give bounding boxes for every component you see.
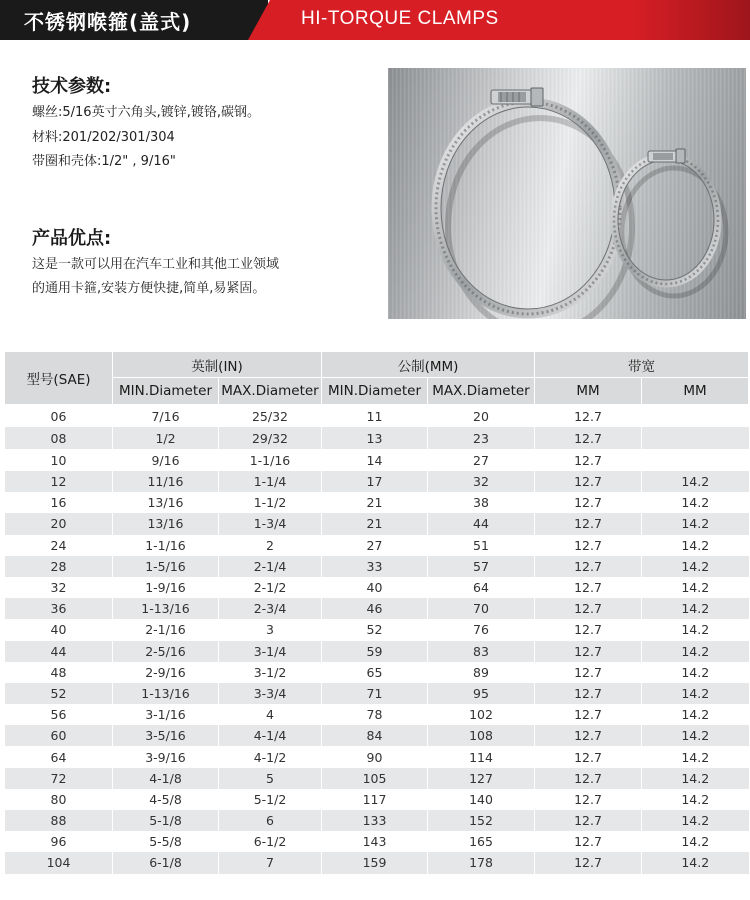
table-row (5, 405, 749, 428)
cell-band-2: 14.2 (642, 535, 749, 556)
table-row (5, 556, 749, 577)
cell-mm-max: 152 (428, 810, 535, 831)
cell-mm-max: 102 (428, 704, 535, 725)
cell-band-2: 14.2 (642, 810, 749, 831)
table-row (5, 641, 749, 662)
table-row (5, 810, 749, 831)
cell-mm-min: 105 (322, 768, 428, 789)
cell-band-1: 12.7 (535, 598, 642, 619)
cell-mm-max: 51 (428, 535, 535, 556)
product-photo (388, 68, 746, 319)
cell-mm-min: 159 (322, 852, 428, 873)
cell-band-1: 12.7 (535, 535, 642, 556)
advantages-line-1: 这是一款可以用在汽车工业和其他工业领域 (32, 257, 280, 272)
sub-header-mm-max: MAX.Diameter (428, 378, 535, 405)
large-clamp-screw-housing (491, 88, 543, 106)
cell-in-max: 2-1/2 (219, 577, 322, 598)
cell-band-1: 12.7 (535, 471, 642, 492)
cell-model: 24 (5, 535, 113, 556)
cell-band-1: 12.7 (535, 725, 642, 746)
page-title-en: HI-TORQUE CLAMPS (301, 8, 499, 29)
cell-band-2 (642, 405, 749, 428)
cell-band-1: 12.7 (535, 768, 642, 789)
cell-band-1: 12.7 (535, 704, 642, 725)
cell-band-2: 14.2 (642, 662, 749, 683)
cell-in-min: 2-5/16 (113, 641, 219, 662)
cell-band-1: 12.7 (535, 619, 642, 640)
cell-in-max: 1-1/4 (219, 471, 322, 492)
cell-mm-min: 65 (322, 662, 428, 683)
table-row (5, 683, 749, 704)
cell-band-1: 12.7 (535, 662, 642, 683)
cell-model: 08 (5, 427, 113, 449)
cell-mm-max: 89 (428, 662, 535, 683)
cell-in-min: 1/2 (113, 427, 219, 449)
cell-in-min: 4-1/8 (113, 768, 219, 789)
cell-band-2: 14.2 (642, 556, 749, 577)
table-row (5, 577, 749, 598)
table-row (5, 662, 749, 683)
cell-in-max: 2 (219, 535, 322, 556)
cell-in-min: 9/16 (113, 449, 219, 471)
cell-mm-min: 27 (322, 535, 428, 556)
cell-band-2: 14.2 (642, 852, 749, 873)
cell-model: 16 (5, 492, 113, 513)
specs-line-screw: 螺丝:5/16英寸六角头,镀锌,镀铬,碳钢。 (32, 105, 260, 120)
cell-mm-max: 178 (428, 852, 535, 873)
cell-in-max: 29/32 (219, 427, 322, 449)
cell-mm-max: 76 (428, 619, 535, 640)
cell-mm-min: 46 (322, 598, 428, 619)
cell-in-min: 3-1/16 (113, 704, 219, 725)
cell-model: 12 (5, 471, 113, 492)
cell-mm-min: 143 (322, 831, 428, 852)
cell-model: 80 (5, 789, 113, 810)
cell-mm-min: 133 (322, 810, 428, 831)
cell-band-2: 14.2 (642, 789, 749, 810)
cell-band-2: 14.2 (642, 513, 749, 534)
cell-mm-min: 84 (322, 725, 428, 746)
cell-in-min: 4-5/8 (113, 789, 219, 810)
cell-mm-min: 40 (322, 577, 428, 598)
table-row (5, 852, 749, 873)
cell-band-1: 12.7 (535, 852, 642, 873)
cell-in-min: 2-9/16 (113, 662, 219, 683)
cell-band-1: 12.7 (535, 492, 642, 513)
table-row (5, 535, 749, 556)
header-band (0, 0, 750, 40)
cell-in-min: 11/16 (113, 471, 219, 492)
table-body (5, 405, 749, 874)
cell-in-max: 4-1/4 (219, 725, 322, 746)
cell-in-min: 5-1/8 (113, 810, 219, 831)
cell-model: 104 (5, 852, 113, 873)
cell-band-1: 12.7 (535, 831, 642, 852)
cell-band-1: 12.7 (535, 427, 642, 449)
cell-mm-max: 23 (428, 427, 535, 449)
cell-band-2: 14.2 (642, 471, 749, 492)
cell-model: 72 (5, 768, 113, 789)
cell-in-max: 2-1/4 (219, 556, 322, 577)
cell-band-1: 12.7 (535, 746, 642, 767)
cell-in-max: 1-1/2 (219, 492, 322, 513)
cell-band-1: 12.7 (535, 449, 642, 471)
cell-in-min: 3-5/16 (113, 725, 219, 746)
cell-band-1: 12.7 (535, 789, 642, 810)
cell-band-2 (642, 427, 749, 449)
clamp-size-table (4, 351, 749, 874)
cell-band-2: 14.2 (642, 768, 749, 789)
cell-model: 88 (5, 810, 113, 831)
cell-band-1: 12.7 (535, 556, 642, 577)
cell-mm-max: 44 (428, 513, 535, 534)
group-header-imperial: 英制(IN) (113, 352, 322, 378)
cell-mm-max: 127 (428, 768, 535, 789)
cell-mm-max: 64 (428, 577, 535, 598)
cell-model: 10 (5, 449, 113, 471)
cell-mm-min: 78 (322, 704, 428, 725)
cell-in-min: 1-13/16 (113, 598, 219, 619)
hose-clamps-illustration (388, 68, 746, 319)
cell-band-2: 14.2 (642, 725, 749, 746)
cell-in-min: 1-9/16 (113, 577, 219, 598)
cell-model: 52 (5, 683, 113, 704)
cell-in-min: 1-5/16 (113, 556, 219, 577)
cell-mm-min: 13 (322, 427, 428, 449)
specs-heading: 技术参数: (32, 76, 112, 97)
cell-mm-max: 95 (428, 683, 535, 704)
cell-mm-min: 11 (322, 405, 428, 428)
cell-mm-max: 38 (428, 492, 535, 513)
cell-in-max: 1-3/4 (219, 513, 322, 534)
cell-mm-min: 90 (322, 746, 428, 767)
cell-mm-min: 14 (322, 449, 428, 471)
cell-band-1: 12.7 (535, 810, 642, 831)
cell-in-min: 6-1/8 (113, 852, 219, 873)
cell-in-max: 4 (219, 704, 322, 725)
cell-band-2: 14.2 (642, 577, 749, 598)
cell-mm-min: 59 (322, 641, 428, 662)
sub-header-in-max: MAX.Diameter (219, 378, 322, 405)
sub-header-mm-min: MIN.Diameter (322, 378, 428, 405)
cell-mm-max: 32 (428, 471, 535, 492)
sub-header-in-min: MIN.Diameter (113, 378, 219, 405)
page-title-cn: 不锈钢喉箍(盖式) (24, 10, 192, 34)
cell-mm-max: 114 (428, 746, 535, 767)
cell-model: 06 (5, 405, 113, 428)
cell-band-2: 14.2 (642, 492, 749, 513)
table-row (5, 513, 749, 534)
cell-in-min: 13/16 (113, 513, 219, 534)
cell-in-min: 1-1/16 (113, 535, 219, 556)
cell-in-min: 2-1/16 (113, 619, 219, 640)
table-row (5, 427, 749, 449)
cell-in-max: 5 (219, 768, 322, 789)
sub-header-band-mm-2: MM (642, 378, 749, 405)
cell-model: 64 (5, 746, 113, 767)
table-row (5, 598, 749, 619)
cell-model: 36 (5, 598, 113, 619)
cell-in-max: 3 (219, 619, 322, 640)
cell-mm-min: 21 (322, 513, 428, 534)
cell-model: 48 (5, 662, 113, 683)
cell-in-max: 25/32 (219, 405, 322, 428)
cell-band-1: 12.7 (535, 513, 642, 534)
table-row (5, 619, 749, 640)
cell-model: 40 (5, 619, 113, 640)
cell-in-min: 3-9/16 (113, 746, 219, 767)
cell-band-2 (642, 449, 749, 471)
advantages-heading: 产品优点: (32, 228, 112, 249)
group-header-metric: 公制(MM) (322, 352, 535, 378)
cell-mm-max: 108 (428, 725, 535, 746)
table-row (5, 449, 749, 471)
cell-in-max: 3-1/4 (219, 641, 322, 662)
cell-mm-min: 17 (322, 471, 428, 492)
cell-model: 56 (5, 704, 113, 725)
cell-mm-min: 21 (322, 492, 428, 513)
cell-mm-min: 52 (322, 619, 428, 640)
cell-mm-min: 71 (322, 683, 428, 704)
col-header-model: 型号(SAE) (5, 352, 113, 405)
cell-band-1: 12.7 (535, 641, 642, 662)
cell-mm-max: 83 (428, 641, 535, 662)
advantages-line-2: 的通用卡箍,安装方便快捷,简单,易紧固。 (32, 281, 266, 296)
cell-model: 20 (5, 513, 113, 534)
cell-in-min: 5-5/8 (113, 831, 219, 852)
cell-band-2: 14.2 (642, 683, 749, 704)
cell-in-max: 4-1/2 (219, 746, 322, 767)
cell-in-max: 6-1/2 (219, 831, 322, 852)
cell-in-min: 1-13/16 (113, 683, 219, 704)
cell-band-1: 12.7 (535, 405, 642, 428)
small-clamp-screw-housing (648, 149, 685, 163)
table-row (5, 746, 749, 767)
cell-mm-max: 20 (428, 405, 535, 428)
table-row (5, 492, 749, 513)
cell-band-2: 14.2 (642, 704, 749, 725)
cell-band-2: 14.2 (642, 619, 749, 640)
cell-mm-min: 33 (322, 556, 428, 577)
cell-band-2: 14.2 (642, 831, 749, 852)
cell-in-max: 7 (219, 852, 322, 873)
cell-in-min: 13/16 (113, 492, 219, 513)
cell-band-1: 12.7 (535, 683, 642, 704)
cell-mm-max: 57 (428, 556, 535, 577)
cell-in-max: 2-3/4 (219, 598, 322, 619)
cell-band-2: 14.2 (642, 641, 749, 662)
group-header-band-width: 带宽 (535, 352, 749, 378)
cell-mm-min: 117 (322, 789, 428, 810)
cell-mm-max: 70 (428, 598, 535, 619)
cell-in-min: 7/16 (113, 405, 219, 428)
cell-model: 96 (5, 831, 113, 852)
cell-mm-max: 165 (428, 831, 535, 852)
cell-band-2: 14.2 (642, 598, 749, 619)
specs-line-band: 带圈和壳体:1/2" , 9/16" (32, 154, 176, 169)
table-row (5, 725, 749, 746)
cell-band-1: 12.7 (535, 577, 642, 598)
cell-model: 44 (5, 641, 113, 662)
table-row (5, 789, 749, 810)
table-row (5, 471, 749, 492)
cell-in-max: 1-1/16 (219, 449, 322, 471)
cell-mm-max: 140 (428, 789, 535, 810)
sub-header-band-mm-1: MM (535, 378, 642, 405)
cell-in-max: 3-3/4 (219, 683, 322, 704)
header-fade (630, 0, 750, 40)
cell-model: 28 (5, 556, 113, 577)
cell-mm-max: 27 (428, 449, 535, 471)
table-row (5, 768, 749, 789)
specs-line-material: 材料:201/202/301/304 (32, 130, 175, 145)
cell-in-max: 5-1/2 (219, 789, 322, 810)
cell-band-2: 14.2 (642, 746, 749, 767)
cell-model: 32 (5, 577, 113, 598)
cell-in-max: 3-1/2 (219, 662, 322, 683)
table-row (5, 704, 749, 725)
cell-model: 60 (5, 725, 113, 746)
cell-in-max: 6 (219, 810, 322, 831)
table-row (5, 831, 749, 852)
